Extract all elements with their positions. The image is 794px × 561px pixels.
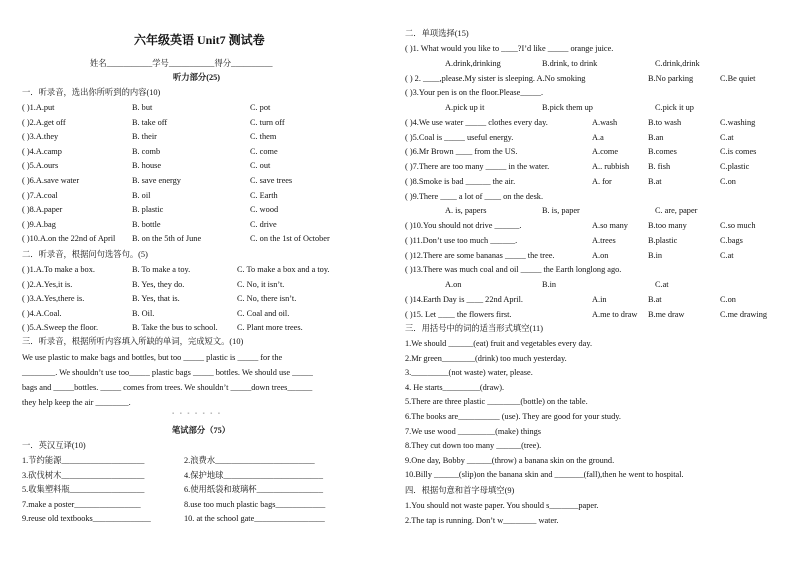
question-item: ( )7.A.coal: [22, 190, 58, 200]
translation-item: 7.make a poster________________: [22, 499, 141, 509]
question-item: ( )6.A.save water: [22, 176, 80, 185]
option-item: B. but: [132, 103, 153, 112]
option-item: B. on the 5th of June: [132, 234, 202, 244]
faint-mark: ▪ ▪ ▪ ▪ ▪ ▪ ▪: [172, 411, 222, 417]
translation-item: 3.砍伐树木____________________: [22, 470, 145, 480]
question-item: ( )1. What would you like to ____?I’d like _____ orange juice.: [405, 44, 614, 53]
section-heading: 一．英汉互译(10): [22, 441, 86, 450]
option-item: B. plastic: [132, 205, 164, 215]
fill-item: 10.Billy ______(slip)on the banana skin and _______(fall),then he went to hospital.: [405, 470, 684, 480]
option-item: B. take off: [132, 117, 168, 127]
passage-line: they help keep the air ________.: [22, 398, 131, 407]
option-item: B.too many: [648, 221, 687, 230]
section-heading: 三．听录音，根据所听内容填入所缺的单词，完成短文。(10): [22, 337, 244, 346]
option-item: B. Yes, that is.: [132, 294, 180, 304]
option-item: C. them: [250, 132, 277, 142]
translation-item: 4.保护地球________________________: [184, 470, 323, 480]
option-item: B.plastic: [648, 235, 678, 245]
option-item: C.so much: [720, 221, 756, 230]
option-item: C.washing: [720, 117, 756, 127]
question-item: ( )1.A.To make a box.: [22, 265, 95, 274]
option-item: C.drink,drink: [655, 58, 700, 68]
question-item: ( )11.Don’t use too much ______.: [405, 235, 518, 245]
option-item: A.. rubbish: [592, 162, 630, 171]
question-item: ( )12.There are some bananas _____ the tree.: [405, 250, 555, 260]
translation-item: 1.节约能源____________________: [22, 456, 145, 465]
option-item: B.pick them up: [542, 103, 593, 112]
option-item: B. To make a toy.: [132, 265, 191, 274]
option-item: B. house: [132, 161, 162, 171]
right-column: [405, 0, 775, 561]
option-item: B. save energy: [132, 176, 181, 185]
fill-item: 1.You should not waste paper. You should s_______paper.: [405, 501, 599, 510]
option-item: A.trees: [592, 235, 616, 245]
option-item: A.in: [592, 294, 607, 304]
passage-line: bags and _____bottles. _____ comes from trees. We shouldn’t _____down trees______: [22, 383, 313, 392]
option-item: B.at: [648, 176, 662, 186]
option-item: C. come: [250, 146, 278, 156]
fill-item: 8.They cut down too many ______(tree).: [405, 441, 542, 451]
option-item: A.come: [592, 147, 619, 157]
fill-item: 7.We use wood _________(make) things: [405, 426, 541, 436]
page-title: 六年级英语 Unit7 测试卷: [134, 33, 265, 47]
option-item: A. is, papers: [445, 206, 487, 216]
fill-item: 2.The tap is running. Don’t w________ water.: [405, 515, 559, 525]
fill-item: 6.The books are__________ (use). They are good for your study.: [405, 412, 621, 421]
option-item: C. on the 1st of October: [250, 234, 330, 244]
option-item: C. To make a box and a toy.: [237, 265, 330, 274]
option-item: C. Plant more trees.: [237, 323, 303, 333]
question-item: ( )3.A.Yes,there is.: [22, 294, 85, 304]
passage: [22, 350, 390, 410]
option-item: A.so many: [592, 221, 628, 230]
option-item: B. is, paper: [542, 206, 580, 216]
option-item: B.in: [542, 280, 557, 289]
option-item: B. Take the bus to school.: [132, 323, 218, 333]
translation-item: 2.浪费水________________________: [184, 456, 315, 465]
section-heading: 四．根据句意和首字母填空(9): [405, 486, 515, 495]
question-item: ( )2.A.Yes,it is.: [22, 279, 73, 289]
option-item: B.drink, to drink: [542, 58, 598, 68]
option-item: C. wood: [250, 205, 279, 215]
fill-item: 4. He starts_________(draw).: [405, 382, 505, 392]
passage-line: We use plastic to make bags and bottles, but too _____ plastic is _____ for the: [22, 353, 283, 362]
passage-line: ________. We shouldn’t use too_____ plastic bags _____ bottles. We should use _____: [22, 368, 313, 377]
option-item: C.on: [720, 294, 736, 304]
option-item: C.at: [720, 132, 734, 142]
option-item: B.No parking: [648, 73, 694, 83]
option-item: A.wash: [592, 117, 618, 127]
option-item: C.Be quiet: [720, 73, 756, 83]
option-item: C.at: [655, 280, 669, 289]
option-item: C. Earth: [250, 190, 278, 200]
fill-item: 5.There are three plastic ________(bottle) on the table.: [405, 397, 588, 407]
option-item: A.on: [592, 250, 609, 260]
fill-item: 9.One day, Bobby ______(throw) a banana skin on the ground.: [405, 455, 615, 465]
listening-heading: 听力部分(25): [173, 73, 221, 82]
question-item: ( )3.Your pen is on the floor.Please_____.: [405, 88, 544, 98]
question-item: ( )4.We use water _____ clothes every day.: [405, 117, 548, 127]
option-item: C.plastic: [720, 162, 750, 171]
option-item: C.on: [720, 176, 736, 186]
option-item: A.pick up it: [445, 103, 485, 112]
option-item: C. No, it isn’t.: [237, 279, 285, 289]
header-fields: 姓名___________学号___________得分__________: [90, 59, 273, 68]
section-heading: 三．用括号中的词的适当形式填空(11): [405, 324, 543, 333]
question-item: ( )7.There are too many _____ in the water.: [405, 162, 550, 171]
option-item: B. fish: [648, 162, 671, 171]
option-item: B.to wash: [648, 117, 682, 127]
option-item: C. out: [250, 161, 271, 171]
section-heading: 一．听录音，选出你所听到的内容(10): [22, 88, 161, 97]
option-item: B. Oil.: [132, 308, 155, 318]
option-item: A.me to draw: [592, 309, 638, 319]
question-item: ( )5.A.Sweep the floor.: [22, 323, 99, 333]
option-item: B. oil: [132, 190, 151, 200]
translation-item: 6.使用纸袋和玻璃杯________________: [184, 485, 323, 495]
option-item: C. drive: [250, 219, 277, 229]
section-heading: 二．听录音，根据问句选答句。(5): [22, 250, 148, 259]
question-item: ( )5.Coal is _____ useful energy.: [405, 132, 514, 142]
question-item: ( )9.A.bag: [22, 219, 56, 229]
fill-item: 1.We should ______(eat) fruit and vegetables every day.: [405, 339, 593, 348]
option-item: A. for: [592, 176, 612, 186]
option-item: C. pot: [250, 103, 271, 112]
question-item: ( )2.A.get off: [22, 117, 66, 127]
option-item: C. save trees: [250, 176, 293, 185]
option-item: C.at: [720, 250, 734, 260]
question-item: ( )3.A.they: [22, 132, 59, 142]
question-item: ( )5.A.ours: [22, 161, 59, 171]
written-heading: 笔试部分（75）: [172, 426, 231, 435]
question-item: ( )6.Mr Brown ____ from the US.: [405, 147, 518, 157]
option-item: C. are, paper: [655, 206, 698, 216]
option-item: C. No, there isn’t.: [237, 294, 297, 304]
option-item: C.pick it up: [655, 103, 694, 112]
option-item: C.is comes: [720, 147, 757, 157]
option-item: B.me draw: [648, 309, 685, 319]
option-item: A.on: [445, 280, 462, 289]
option-item: C.bags: [720, 235, 743, 245]
question-item: ( )14.Earth Day is ____ 22nd April.: [405, 294, 523, 304]
option-item: C. turn off: [250, 117, 285, 127]
translation-item: 9.reuse old textbooks______________: [22, 514, 151, 524]
question-item: ( ) 2. ____,please.My sister is sleeping. A.No smoking: [405, 73, 586, 83]
left-column: [22, 0, 392, 561]
option-item: B.in: [648, 250, 663, 260]
option-item: B. comb: [132, 146, 161, 156]
option-item: A.a: [592, 132, 604, 142]
question-item: ( )10.You should not drive ______.: [405, 221, 522, 230]
question-item: ( )4.A.Coal.: [22, 308, 62, 318]
option-item: B.at: [648, 294, 662, 304]
question-item: ( )8.A.paper: [22, 205, 63, 215]
question-item: ( )1.A.put: [22, 103, 55, 112]
option-item: C. Coal and oil.: [237, 308, 290, 318]
option-item: C.me drawing: [720, 309, 768, 319]
section-heading: 二．单项选择(15): [405, 29, 469, 38]
fill-item: 2.Mr green________(drink) too much yesterday.: [405, 353, 567, 363]
option-item: B. their: [132, 132, 157, 142]
translation-item: 10. at the school gate_________________: [184, 514, 325, 524]
question-item: ( )8.Smoke is bad ______ the air.: [405, 176, 516, 186]
option-item: B.comes: [648, 147, 677, 157]
question-item: ( )4.A.camp: [22, 146, 62, 156]
fill-item: 3._________(not waste) water, please.: [405, 368, 533, 378]
option-item: A.drink,drinking: [445, 58, 501, 68]
question-item: ( )15. Let ____ the flowers first.: [405, 309, 512, 319]
option-item: B.an: [648, 132, 664, 142]
question-item: ( )13.There was much coal and oil _____ the Earth longlong ago.: [405, 265, 622, 275]
translation-item: 8.use too much plastic bags____________: [184, 499, 326, 509]
option-item: B. bottle: [132, 219, 161, 229]
translation-item: 5.收集塑料瓶__________________: [22, 485, 145, 495]
question-item: ( )10.A.on the 22nd of April: [22, 234, 116, 244]
question-item: ( )9.There ____ a lot of ____ on the desk.: [405, 191, 544, 201]
option-item: B. Yes, they do.: [132, 279, 185, 289]
